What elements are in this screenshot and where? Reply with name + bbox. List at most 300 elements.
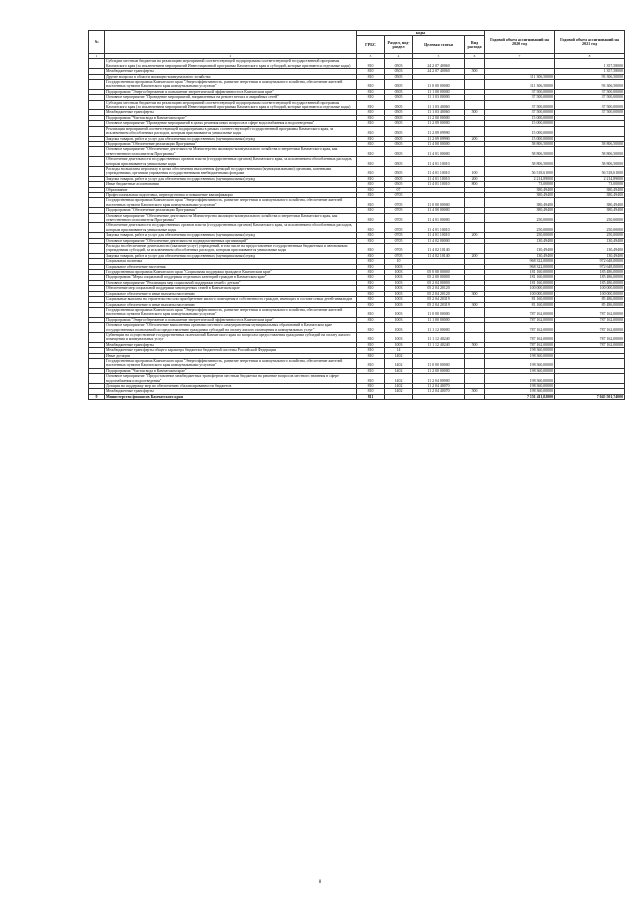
row-num-cell: [89, 213, 105, 223]
col-name-header: [105, 31, 357, 54]
amount-2021-cell: 787 162,00000: [555, 323, 625, 333]
table-row: [89, 323, 625, 333]
rz-cell: 0505: [385, 166, 413, 176]
rz-cell: 0505: [385, 100, 413, 110]
grbs-cell: 810: [357, 95, 385, 100]
amount-2021-cell: 37 500,00000: [555, 110, 625, 115]
amount-2020-cell: 198 360,00000: [485, 353, 555, 358]
name-cell: Межбюджетные трансферты: [105, 110, 357, 115]
amount-2021-cell: 130,49400: [555, 253, 625, 258]
table-row: [89, 223, 625, 233]
rz-cell: 1402: [385, 368, 413, 373]
rz-cell: 0705: [385, 198, 413, 208]
name-cell: Подпрограмма "Чистая вода в Камчатском крае": [105, 368, 357, 373]
cs-cell: 24 2 07 40060: [413, 59, 465, 69]
amount-2020-cell: 198 360,00000: [485, 374, 555, 384]
grbs-cell: 810: [357, 59, 385, 69]
name-cell: Основное мероприятие "Обеспечение деятельности подведомственных организаций": [105, 238, 357, 243]
grbs-cell: 810: [357, 270, 385, 275]
cs-cell: 05 2 04 20120: [413, 286, 465, 291]
cs-cell: 11 0 00 00000: [413, 80, 465, 90]
grbs-cell: 810: [357, 187, 385, 192]
amount-2021-cell: 787 162,00000: [555, 307, 625, 317]
name-cell: Социальное обеспечение и иные выплаты населению: [105, 291, 357, 296]
amount-2020-cell: 37 500,00000: [485, 95, 555, 100]
amount-2020-cell: 198 360,00000: [485, 389, 555, 394]
cs-cell: 11 4 02 10140: [413, 244, 465, 254]
amount-2021-cell: 56 518,61000: [555, 166, 625, 176]
table-row: [89, 332, 625, 342]
amount-2021-cell: 93 306,50000: [555, 74, 625, 79]
rz-cell: 0505: [385, 136, 413, 141]
vr-cell: [465, 100, 485, 110]
cs-cell: 11 0 00 00000: [413, 358, 465, 368]
codes-header: коды: [357, 31, 485, 36]
row-num-cell: [89, 126, 105, 136]
amount-2020-cell: 250,00000: [485, 213, 555, 223]
vr-cell: [465, 198, 485, 208]
rz-cell: 1402: [385, 389, 413, 394]
name-cell: Иные бюджетные ассигнования: [105, 182, 357, 187]
name-cell: Основное мероприятие "Обеспечение выполнения органами местного самоуправления муниципальных образований в Камчатском крае государственных полномочий по предоставлению гражданам субсидий на оплату жилого помещения и коммунальных услуг": [105, 323, 357, 333]
vr-cell: [465, 59, 485, 69]
rz-cell: 0505: [385, 74, 413, 79]
grbs-cell: 810: [357, 297, 385, 302]
vr-cell: 300: [465, 291, 485, 296]
name-cell: Государственная программа Камчатского края "Энергоэффективность, развитие энергетики и коммунального хозяйства, обеспечение жителей населенных пунктов Камчатского края коммунальными услугами": [105, 358, 357, 368]
amount-2021-cell: [555, 126, 625, 136]
rz-cell: 0505: [385, 147, 413, 157]
col-num-header: №: [89, 31, 105, 54]
amount-2020-cell: 15 000,00000: [485, 115, 555, 120]
name-cell: Подпрограмма "Чистая вода в Камчатском крае": [105, 115, 357, 120]
table-row: [89, 198, 625, 208]
amount-2020-cell: 250,00000: [485, 233, 555, 238]
amount-2021-cell: 787 162,00000: [555, 317, 625, 322]
name-cell: Закупка товаров, работ и услуг для обеспечения государственных (муниципальных) нужд: [105, 253, 357, 258]
grbs-cell: 810: [357, 69, 385, 74]
cs-cell: 11 2 09 09990: [413, 136, 465, 141]
name-cell: Межбюджетные трансферты: [105, 69, 357, 74]
row-num-cell: [89, 323, 105, 333]
rz-cell: 0705: [385, 233, 413, 238]
amount-2020-cell: 181 160,00000: [485, 275, 555, 280]
table-row: [89, 147, 625, 157]
amount-2020-cell: 198 360,00000: [485, 358, 555, 368]
amount-2020-cell: 787 162,00000: [485, 332, 555, 342]
rz-cell: 1003: [385, 280, 413, 285]
grbs-cell: 810: [357, 389, 385, 394]
amount-2021-cell: 250,00000: [555, 213, 625, 223]
name-cell: Другие вопросы в области жилищно-коммунального хозяйства: [105, 74, 357, 79]
amount-2020-cell: 37 500,00000: [485, 89, 555, 94]
cs-cell: 11 2 04 00000: [413, 374, 465, 384]
amount-2020-cell: 100 000,00000: [485, 286, 555, 291]
grbs-cell: 810: [357, 353, 385, 358]
cs-cell: 11 2 04 40070: [413, 384, 465, 389]
rz-cell: 0505: [385, 141, 413, 146]
table-body: [89, 54, 625, 394]
name-cell: Основное мероприятие "Обеспечение деятельности Министерства жилищно-коммунального хозяйства и энергетики Камчатского края, как ответственного исполнителя Программы": [105, 147, 357, 157]
amount-2021-cell: 85 486,00000: [555, 302, 625, 307]
name-cell: Межбюджетные трансферты: [105, 389, 357, 394]
cs-cell: 11 2 09 09990: [413, 126, 465, 136]
col-grbs-header: ГРБС: [357, 36, 385, 54]
grbs-cell: 810: [357, 115, 385, 120]
grbs-cell: 810: [357, 80, 385, 90]
amount-2021-cell: 37 500,00000: [555, 89, 625, 94]
rz-cell: 0705: [385, 223, 413, 233]
name-cell: Государственная программа Камчатского края "Энергоэффективность, развитие энергетики и коммунального хозяйства, обеспечение жителей населенных пунктов Камчатского края коммунальными услугами": [105, 307, 357, 317]
amount-2020-cell: 380,49400: [485, 208, 555, 213]
vr-cell: [465, 374, 485, 384]
rz-cell: 1003: [385, 286, 413, 291]
amount-2020-cell: 968 322,00000: [485, 264, 555, 269]
rz-cell: 0505: [385, 115, 413, 120]
index-cell: 3: [357, 54, 385, 59]
name-cell: Государственная программа Камчатского края "Энергоэффективность, развитие энергетики и коммунального хозяйства, обеспечение жителей населенных пунктов Камчатского края коммунальными услугами": [105, 198, 357, 208]
amount-2020-cell: 111 306,50000: [485, 74, 555, 79]
name-cell: Субвенции на осуществление государственных полномочий Камчатского края по вопросам предоставления гражданам субсидий на оплату жилого помещения и коммунальных услуг: [105, 332, 357, 342]
grbs-cell: 810: [357, 100, 385, 110]
vr-cell: 500: [465, 389, 485, 394]
amount-2020-cell: 81 160,00000: [485, 297, 555, 302]
name-cell: Расходы на обеспечение деятельности (оказание услуг) учреждений, в том числе на предоставление государственным бюджетным и автономным учреждениям субсидий, за исключением обособленных расходов, которым присваиваются уникальные коды: [105, 244, 357, 254]
amount-2020-cell: 100 000,00000: [485, 291, 555, 296]
rz-cell: 0705: [385, 208, 413, 213]
vr-cell: 200: [465, 136, 485, 141]
name-cell: Социальные выплаты на строительство или приобретение жилого помещения в собственность граждан, имеющих в составе семьи детей-инвалидов: [105, 297, 357, 302]
amount-2020-cell: 130,49400: [485, 238, 555, 243]
name-cell: Закупка товаров, работ и услуг для обеспечения государственных (муниципальных) нужд: [105, 233, 357, 238]
amount-2021-cell: [555, 374, 625, 384]
total-grbs: 811: [357, 394, 385, 399]
grbs-cell: 810: [357, 147, 385, 157]
rz-cell: 1402: [385, 384, 413, 389]
amount-2020-cell: 198 360,00000: [485, 384, 555, 389]
name-cell: Основное мероприятие "Проведение мероприятий, направленных на ремонт ветхих и аварийных сетей": [105, 95, 357, 100]
grbs-cell: 810: [357, 213, 385, 223]
amount-2020-cell: 15 000,00000: [485, 126, 555, 136]
rz-cell: 0505: [385, 182, 413, 187]
grbs-cell: 810: [357, 280, 385, 285]
name-cell: Закупка товаров, работ и услуг для обеспечения государственных (муниципальных) нужд: [105, 136, 357, 141]
grbs-cell: 810: [357, 157, 385, 167]
row-num-cell: [89, 244, 105, 254]
amount-2020-cell: 130,49400: [485, 253, 555, 258]
page-number: 8: [318, 880, 322, 885]
grbs-cell: 810: [357, 182, 385, 187]
amount-2021-cell: 185 486,00000: [555, 280, 625, 285]
name-cell: Межбюджетные трансферты: [105, 342, 357, 347]
rz-cell: 1003: [385, 275, 413, 280]
amount-2021-cell: 380,49400: [555, 187, 625, 192]
cs-cell: 05 2 04 20319: [413, 302, 465, 307]
rz-cell: 1003: [385, 270, 413, 275]
row-num-cell: [89, 223, 105, 233]
amount-2021-cell: 130,49400: [555, 244, 625, 254]
grbs-cell: 810: [357, 275, 385, 280]
vr-cell: [465, 157, 485, 167]
cs-cell: 05 2 04 20319: [413, 297, 465, 302]
total-vr: [465, 394, 485, 399]
cs-cell: 11 4 01 10010: [413, 182, 465, 187]
col-rz-header: Раздел, под-раздел: [385, 36, 413, 54]
amount-2020-cell: 198 360,00000: [485, 368, 555, 373]
amount-2021-cell: [555, 358, 625, 368]
cs-cell: 11 4 01 00000: [413, 213, 465, 223]
grbs-cell: 810: [357, 342, 385, 347]
amount-2020-cell: 58 806,50000: [485, 141, 555, 146]
cs-cell: 05 2 00 00000: [413, 275, 465, 280]
table-row: [89, 244, 625, 254]
amount-2020-cell: 968 322,00000: [485, 259, 555, 264]
vr-cell: [465, 213, 485, 223]
rz-cell: 10: [385, 259, 413, 264]
name-cell: Социальное обеспечение и иные выплаты населению: [105, 302, 357, 307]
amount-2021-cell: 185 486,00000: [555, 270, 625, 275]
rz-cell: 1003: [385, 302, 413, 307]
amount-2020-cell: [485, 59, 555, 69]
total-2021: 7 045 501,74000: [555, 394, 625, 399]
rz-cell: 1402: [385, 353, 413, 358]
vr-cell: [465, 244, 485, 254]
table-row: [89, 358, 625, 368]
rz-cell: 0503: [385, 59, 413, 69]
name-cell: Социальное обеспечение населения: [105, 264, 357, 269]
cs-cell: 11 1 12 40240: [413, 342, 465, 347]
amount-2020-cell: 56 518,61000: [485, 166, 555, 176]
grbs-cell: 810: [357, 110, 385, 115]
name-cell: Подпрограмма "Энергосбережение и повышение энергетической эффективности в Камчатском крае": [105, 89, 357, 94]
grbs-cell: 810: [357, 323, 385, 333]
grbs-cell: 810: [357, 384, 385, 389]
amount-2021-cell: 972 648,00000: [555, 264, 625, 269]
col-cs-header: Целевая статья: [413, 36, 465, 54]
cs-cell: 11 4 02 10140: [413, 253, 465, 258]
grbs-cell: 810: [357, 253, 385, 258]
amount-2021-cell: 58 806,50000: [555, 157, 625, 167]
cs-cell: 11 4 01 10010: [413, 157, 465, 167]
col-2021-header: Годовой объем ассигнований на 2021 год: [555, 31, 625, 54]
grbs-cell: 810: [357, 126, 385, 136]
cs-cell: 11 1 00 00000: [413, 89, 465, 94]
name-cell: Образование: [105, 187, 357, 192]
row-num-cell: [89, 100, 105, 110]
col-vr-header: Вид расхода: [465, 36, 485, 54]
amount-2020-cell: 380,49400: [485, 198, 555, 208]
amount-2021-cell: 73,00000: [555, 182, 625, 187]
cs-cell: 05 2 04 20120: [413, 291, 465, 296]
grbs-cell: 810: [357, 208, 385, 213]
name-cell: Обеспечение мер социальной поддержки многодетных семей в Камчатском крае: [105, 286, 357, 291]
grbs-cell: 810: [357, 192, 385, 197]
rz-cell: 0705: [385, 244, 413, 254]
table-row: [89, 100, 625, 110]
amount-2020-cell: 58 806,50000: [485, 157, 555, 167]
amount-2021-cell: 1 357,58000: [555, 69, 625, 74]
row-num-cell: [89, 157, 105, 167]
rz-cell: 0505: [385, 126, 413, 136]
name-cell: Иные дотации: [105, 353, 357, 358]
vr-cell: 100: [465, 166, 485, 176]
index-cell: 6: [465, 54, 485, 59]
rz-cell: 1003: [385, 342, 413, 347]
amount-2020-cell: 380,49400: [485, 187, 555, 192]
rz-cell: 0705: [385, 192, 413, 197]
cs-cell: 11 2 09 00000: [413, 121, 465, 126]
rz-cell: 14: [385, 348, 413, 353]
table-row: [89, 126, 625, 136]
amount-2021-cell: 93 306,50000: [555, 80, 625, 90]
grbs-cell: 810: [357, 238, 385, 243]
index-cell: 5: [413, 54, 465, 59]
amount-2021-cell: 130,49400: [555, 238, 625, 243]
table-row: [89, 80, 625, 90]
amount-2020-cell: 787 162,00000: [485, 323, 555, 333]
cs-cell: 11 2 00 00000: [413, 115, 465, 120]
row-num-cell: [89, 147, 105, 157]
rz-cell: 0705: [385, 238, 413, 243]
amount-2021-cell: 787 162,00000: [555, 332, 625, 342]
cs-cell: 11 1 12 40240: [413, 332, 465, 342]
rz-cell: 0505: [385, 89, 413, 94]
vr-cell: 500: [465, 69, 485, 74]
grbs-cell: 810: [357, 244, 385, 254]
name-cell: Дотация на поддержку мер по обеспечению сбалансированности бюджетов: [105, 384, 357, 389]
vr-cell: [465, 307, 485, 317]
budget-sheet: [88, 30, 624, 400]
row-num-cell: [89, 374, 105, 384]
name-cell: Подпрограмма "Энергосбережение и повышение энергетической эффективности в Камчатском крае": [105, 317, 357, 322]
name-cell: Закупка товаров, работ и услуг для обеспечения государственных (муниципальных) нужд: [105, 176, 357, 181]
cs-cell: 11 4 00 00000: [413, 141, 465, 146]
table-row: [89, 59, 625, 69]
amount-2021-cell: 1 357,58000: [555, 59, 625, 69]
name-cell: Подпрограмма "Обеспечение реализации Программы": [105, 208, 357, 213]
index-cell: 7: [485, 54, 555, 59]
grbs-cell: 810: [357, 264, 385, 269]
grbs-cell: 810: [357, 374, 385, 384]
grbs-cell: 810: [357, 233, 385, 238]
amount-2020-cell: 130,49400: [485, 244, 555, 254]
grbs-cell: 810: [357, 368, 385, 373]
total-cs: [413, 394, 465, 399]
amount-2020-cell: 111 306,50000: [485, 80, 555, 90]
table-row: [89, 374, 625, 384]
vr-cell: 500: [465, 342, 485, 347]
amount-2021-cell: 787 162,00000: [555, 342, 625, 347]
vr-cell: 300: [465, 302, 485, 307]
total-2020: 7 151 411,02000: [485, 394, 555, 399]
name-cell: Субсидии местным бюджетам на реализацию мероприятий соответствующей подпрограммы соответствующей государственной программы Камчатского края (за исключением мероприятий Инвестиционной программы Камчатского края и субсидий, которые признаются отдельные коды): [105, 100, 357, 110]
rz-cell: 1003: [385, 323, 413, 333]
vr-cell: [465, 358, 485, 368]
name-cell: Реализация мероприятий соответствующей подпрограммы в рамках соответствующей государственной программы Камчатского края, за исключением обособленных расходов, которым присваиваются уникальные коды: [105, 126, 357, 136]
amount-2020-cell: 73,00000: [485, 182, 555, 187]
index-cell: 2: [105, 54, 357, 59]
row-num-cell: [89, 358, 105, 368]
total-row: [89, 394, 625, 399]
name-cell: Основное мероприятие "Реализация мер социальной поддержки семей с детьми": [105, 280, 357, 285]
vr-cell: [465, 323, 485, 333]
name-cell: Государственная программа Камчатского края "Энергоэффективность, развитие энергетики и коммунального хозяйства, обеспечение жителей населенных пунктов Камчатского края коммунальными услугами": [105, 80, 357, 90]
row-num-cell: [89, 80, 105, 90]
rz-cell: 07: [385, 187, 413, 192]
amount-2020-cell: 380,49400: [485, 192, 555, 197]
total-num: 9: [89, 394, 105, 399]
rz-cell: 0505: [385, 157, 413, 167]
amount-2020-cell: 198 360,00000: [485, 348, 555, 353]
cs-cell: 11 1 12 00000: [413, 323, 465, 333]
grbs-cell: 810: [357, 166, 385, 176]
vr-cell: [465, 332, 485, 342]
cs-cell: 11 2 00 00000: [413, 368, 465, 373]
rz-cell: 0505: [385, 110, 413, 115]
amount-2020-cell: 15 000,00000: [485, 121, 555, 126]
row-num-cell: [89, 307, 105, 317]
amount-2020-cell: 787 162,00000: [485, 342, 555, 347]
rz-cell: 0503: [385, 69, 413, 74]
table-row: [89, 307, 625, 317]
name-cell: Подпрограмма "Меры социальной поддержки отдельных категорий граждан в Камчатском крае": [105, 275, 357, 280]
name-cell: Обеспечение деятельности государственных органов власти (государственных органов) Камчатского края, за исключением обособленных расходов, которым присваиваются уникальные коды: [105, 223, 357, 233]
name-cell: Государственная программа Камчатского края "Социальная поддержка граждан в Камчатском крае": [105, 270, 357, 275]
amount-2021-cell: 380,49400: [555, 198, 625, 208]
name-cell: Основное мероприятие "Обеспечение деятельности Министерства жилищно-коммунального хозяйства и энергетики Камчатского края, как ответственного исполнителя Программы": [105, 213, 357, 223]
row-num-cell: [89, 198, 105, 208]
vr-cell: [465, 147, 485, 157]
table-row: [89, 157, 625, 167]
vr-cell: 500: [465, 110, 485, 115]
amount-2020-cell: 81 160,00000: [485, 302, 555, 307]
amount-2021-cell: 37 500,00000: [555, 100, 625, 110]
amount-2020-cell: 37 500,00000: [485, 110, 555, 115]
amount-2020-cell: 37 500,00000: [485, 100, 555, 110]
name-cell: Субсидии местным бюджетам на реализацию мероприятий соответствующей подпрограммы соответствующей государственной программы Камчатского края (за исключением мероприятий Инвестиционной программы Камчатского края и субсидий, которые признаются отдельные коды): [105, 59, 357, 69]
row-num-cell: [89, 59, 105, 69]
vr-cell: [465, 80, 485, 90]
rz-cell: 1402: [385, 358, 413, 368]
grbs-cell: 810: [357, 317, 385, 322]
cs-cell: 11 0 00 00000: [413, 307, 465, 317]
grbs-cell: 810: [357, 89, 385, 94]
cs-cell: 11 1 03 40060: [413, 110, 465, 115]
vr-cell: 800: [465, 182, 485, 187]
cs-cell: 11 4 01 10010: [413, 176, 465, 181]
vr-cell: [465, 223, 485, 233]
amount-2020-cell: 15 000,00000: [485, 136, 555, 141]
amount-2020-cell: 787 162,00000: [485, 307, 555, 317]
name-cell: Межбюджетные трансферты общего характера бюджетам бюджетной системы Российской Федерации: [105, 348, 357, 353]
amount-2021-cell: 100 000,00000: [555, 291, 625, 296]
cs-cell: 11 1 03 00000: [413, 95, 465, 100]
amount-2020-cell: 2 214,89000: [485, 176, 555, 181]
grbs-cell: 810: [357, 136, 385, 141]
cs-cell: 11 4 00 00000: [413, 208, 465, 213]
grbs-cell: 810: [357, 141, 385, 146]
grbs-cell: 810: [357, 223, 385, 233]
amount-2021-cell: 2 214,89000: [555, 176, 625, 181]
index-cell: 4: [385, 54, 413, 59]
rz-cell: 1003: [385, 297, 413, 302]
name-cell: Основное мероприятие "Проведение мероприятий в целях решения иных вопросов в сфере водоснабжения и водоотведения": [105, 121, 357, 126]
rz-cell: 1402: [385, 374, 413, 384]
cs-cell: 05 0 00 00000: [413, 270, 465, 275]
cs-cell: 11 4 01 10010: [413, 223, 465, 233]
table-row: [89, 213, 625, 223]
rz-cell: 1003: [385, 307, 413, 317]
